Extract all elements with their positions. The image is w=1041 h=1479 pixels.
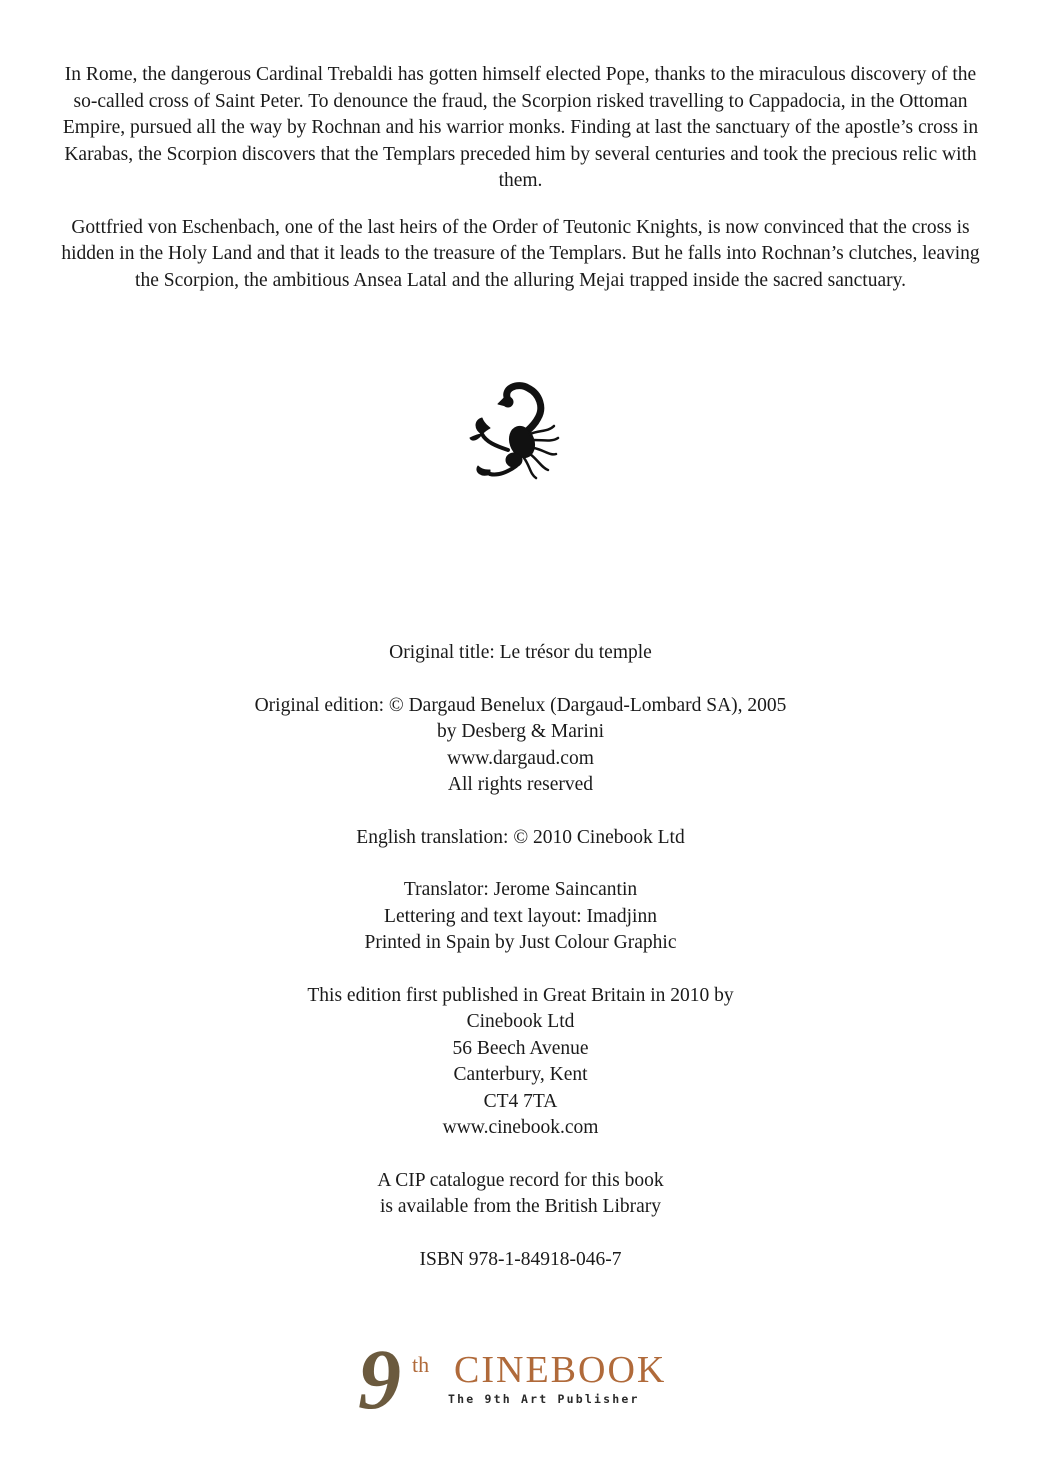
credit-line: Printed in Spain by Just Colour Graphic [364,932,677,953]
logo-mark-icon [356,1342,452,1422]
credit-line: www.dargaud.com [447,747,594,769]
isbn-block [120,1247,921,1274]
translation-block [120,825,921,852]
credits [120,640,921,1299]
logo-tagline: The 9th Art Publisher [448,1392,640,1406]
cinebook-logo [356,1342,686,1422]
english-translation: English translation: © 2010 Cinebook Ltd [356,826,685,848]
synopsis-paragraph: Gottfried von Eschenbach, one of the last heirs of the Order of Teutonic Knights, is now convinced that the cross is hidden in the Holy Land and that it leads to the treasure of the Templars. But he falls into Rochnan’s clutches, leaving the Scorpion, the ambitious Ansea Latal and the alluring Mejai trapped inside the sacred sanctuary. [61,216,980,291]
synopsis-paragraph: In Rome, the dangerous Cardinal Trebaldi has gotten himself elected Pope, thanks to the miraculous discovery of the so-called cross of Saint Peter. To denounce the fraud, the Scorpion risked travelling to Cappadocia, in the Ottoman Empire, pursued all the way by Rochnan and his warrior monks. Finding at last the sanctuary of the apostle’s cross in Karabas, the Scorpion discovers that the Templars preceded him by several centuries and took the precious relic with them. [62,64,979,191]
logo-mark-number: 9 [358,1342,401,1422]
credit-line: Original edition: © Dargaud Benelux (Dargaud-Lombard SA), 2005 [254,694,787,716]
logo-mark-superscript: th [412,1352,430,1377]
logo-name: CINEBOOK [454,1349,667,1391]
original-title-block [120,640,921,667]
credit-line: www.cinebook.com [442,1117,599,1138]
credit-line: 56 Beech Avenue [452,1037,589,1059]
credit-line: CT4 7TA [483,1090,558,1112]
isbn: ISBN 978-1-84918-046-7 [419,1248,622,1270]
original-edition-block [120,693,921,799]
cip-block [120,1168,921,1221]
credit-line: This edition first published in Great Britain in 2010 by [307,984,734,1006]
credit-line: by Desberg & Marini [437,721,604,742]
publication-block [120,983,921,1142]
synopsis [60,62,981,314]
credit-line: Cinebook Ltd [466,1011,575,1032]
production-block [120,877,921,957]
credit-line: All rights reserved [447,774,594,795]
scorpion-icon [468,380,568,480]
credit-line: A CIP catalogue record for this book [377,1169,664,1191]
credit-line: Lettering and text layout: Imadjinn [384,905,657,927]
credit-line: Translator: Jerome Saincantin [403,879,638,900]
credit-line: is available from the British Library [379,1196,662,1217]
credit-line: Canterbury, Kent [453,1064,588,1085]
original-title: Original title: Le trésor du temple [389,642,652,663]
